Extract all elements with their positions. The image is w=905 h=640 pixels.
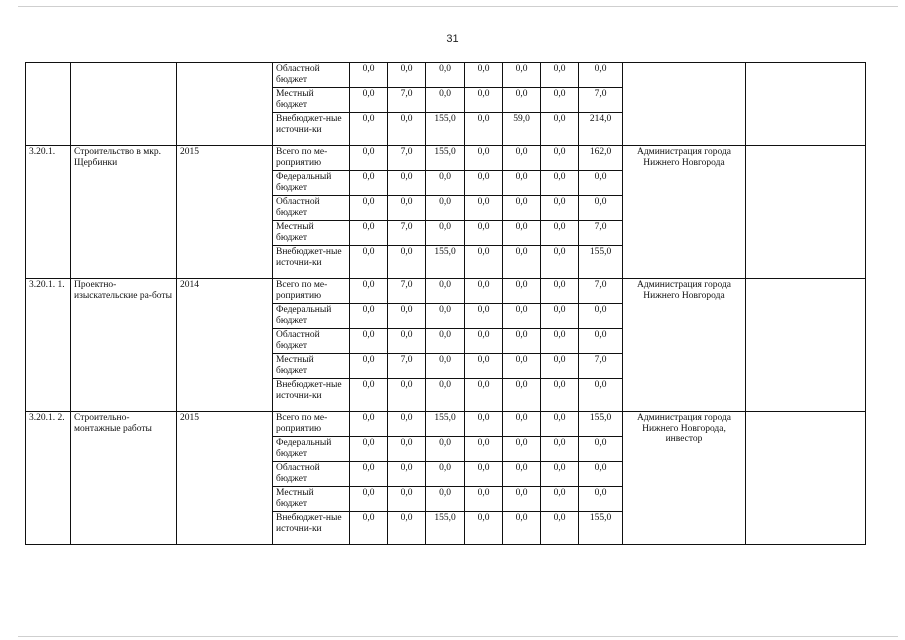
- value-cell: 0,0: [388, 512, 426, 545]
- value-cell: 0,0: [388, 487, 426, 512]
- empty-note-cell: [746, 146, 866, 279]
- value-cell: 0,0: [426, 354, 465, 379]
- value-cell: 0,0: [579, 462, 623, 487]
- value-cell: 0,0: [579, 329, 623, 354]
- value-cell: 0,0: [465, 146, 503, 171]
- value-cell: 0,0: [388, 329, 426, 354]
- value-cell: 0,0: [426, 437, 465, 462]
- value-cell: 0,0: [350, 88, 388, 113]
- value-cell: 0,0: [388, 113, 426, 146]
- value-cell: 7,0: [388, 354, 426, 379]
- value-cell: 0,0: [465, 279, 503, 304]
- value-cell: 0,0: [579, 487, 623, 512]
- value-cell: 0,0: [388, 246, 426, 279]
- item-code: 3.20.1.: [26, 146, 71, 279]
- empty-note-cell: [746, 63, 866, 146]
- executor: Администрация города Нижнего Новгорода: [623, 279, 746, 412]
- item-code: 3.20.1. 2.: [26, 412, 71, 545]
- item-name: Строительство в мкр. Щербинки: [71, 146, 177, 279]
- scan-edge-bottom: [18, 636, 898, 637]
- value-cell: 0,0: [465, 113, 503, 146]
- item-year: 2015: [177, 146, 273, 279]
- item-name: Проектно-изыскательские ра-боты: [71, 279, 177, 412]
- value-cell: 0,0: [579, 379, 623, 412]
- value-cell: 0,0: [465, 304, 503, 329]
- value-cell: 0,0: [426, 196, 465, 221]
- value-cell: 0,0: [503, 512, 541, 545]
- funding-source: Местный бюджет: [273, 354, 350, 379]
- empty-code-cell: [26, 63, 71, 146]
- value-cell: 0,0: [541, 279, 579, 304]
- empty-name-cell: [71, 63, 177, 146]
- item-code: 3.20.1. 1.: [26, 279, 71, 412]
- value-cell: 214,0: [579, 113, 623, 146]
- value-cell: 0,0: [541, 246, 579, 279]
- funding-source: Внебюджет-ные источни-ки: [273, 379, 350, 412]
- value-cell: 0,0: [503, 437, 541, 462]
- value-cell: 0,0: [388, 412, 426, 437]
- value-cell: 0,0: [579, 63, 623, 88]
- table-row: [26, 412, 866, 437]
- empty-executor-cell: [623, 63, 746, 146]
- value-cell: 0,0: [350, 63, 388, 88]
- executor: Администрация города Нижнего Новгорода, инвестор: [623, 412, 746, 545]
- funding-source: Внебюджет-ные источни-ки: [273, 113, 350, 146]
- value-cell: 0,0: [503, 329, 541, 354]
- value-cell: 0,0: [388, 379, 426, 412]
- value-cell: 0,0: [426, 329, 465, 354]
- value-cell: 0,0: [465, 512, 503, 545]
- value-cell: 7,0: [388, 146, 426, 171]
- value-cell: 0,0: [350, 171, 388, 196]
- funding-source: Всего по ме-роприятию: [273, 279, 350, 304]
- value-cell: 0,0: [426, 304, 465, 329]
- item-year: 2015: [177, 412, 273, 545]
- value-cell: 0,0: [350, 412, 388, 437]
- value-cell: 7,0: [579, 221, 623, 246]
- funding-source: Внебюджет-ные источни-ки: [273, 246, 350, 279]
- value-cell: 0,0: [541, 354, 579, 379]
- value-cell: 0,0: [426, 221, 465, 246]
- executor: Администрация города Нижнего Новгорода: [623, 146, 746, 279]
- funding-source: Местный бюджет: [273, 88, 350, 113]
- funding-source: Федеральный бюджет: [273, 171, 350, 196]
- value-cell: 0,0: [541, 221, 579, 246]
- value-cell: 0,0: [503, 412, 541, 437]
- table-row: [26, 146, 866, 171]
- value-cell: 0,0: [503, 88, 541, 113]
- value-cell: 0,0: [465, 171, 503, 196]
- funding-source: Федеральный бюджет: [273, 437, 350, 462]
- value-cell: 0,0: [465, 329, 503, 354]
- value-cell: 0,0: [541, 329, 579, 354]
- value-cell: 0,0: [350, 379, 388, 412]
- value-cell: 0,0: [541, 512, 579, 545]
- value-cell: 0,0: [503, 354, 541, 379]
- funding-source: Областной бюджет: [273, 63, 350, 88]
- value-cell: 7,0: [388, 88, 426, 113]
- value-cell: 7,0: [388, 221, 426, 246]
- table-row: [26, 63, 866, 88]
- value-cell: 155,0: [426, 246, 465, 279]
- value-cell: 0,0: [541, 412, 579, 437]
- item-name: Строительно-монтажные работы: [71, 412, 177, 545]
- funding-source: Местный бюджет: [273, 487, 350, 512]
- value-cell: 0,0: [350, 354, 388, 379]
- value-cell: 0,0: [579, 196, 623, 221]
- value-cell: 0,0: [541, 196, 579, 221]
- funding-source: Областной бюджет: [273, 196, 350, 221]
- value-cell: 0,0: [426, 171, 465, 196]
- value-cell: 0,0: [388, 437, 426, 462]
- funding-source: Областной бюджет: [273, 329, 350, 354]
- value-cell: 0,0: [426, 63, 465, 88]
- value-cell: 0,0: [426, 379, 465, 412]
- value-cell: 0,0: [541, 437, 579, 462]
- value-cell: 59,0: [503, 113, 541, 146]
- value-cell: 0,0: [541, 63, 579, 88]
- value-cell: 0,0: [503, 462, 541, 487]
- value-cell: 0,0: [388, 462, 426, 487]
- value-cell: 0,0: [350, 512, 388, 545]
- value-cell: 0,0: [465, 412, 503, 437]
- value-cell: 0,0: [541, 88, 579, 113]
- value-cell: 0,0: [465, 88, 503, 113]
- value-cell: 0,0: [503, 304, 541, 329]
- funding-source: Местный бюджет: [273, 221, 350, 246]
- empty-note-cell: [746, 279, 866, 412]
- value-cell: 0,0: [465, 354, 503, 379]
- value-cell: 0,0: [350, 304, 388, 329]
- value-cell: 155,0: [426, 512, 465, 545]
- value-cell: 0,0: [350, 437, 388, 462]
- value-cell: 0,0: [503, 379, 541, 412]
- value-cell: 0,0: [579, 171, 623, 196]
- page-number: 31: [446, 33, 459, 45]
- item-year: 2014: [177, 279, 273, 412]
- value-cell: 7,0: [579, 88, 623, 113]
- value-cell: 7,0: [388, 279, 426, 304]
- value-cell: 0,0: [503, 146, 541, 171]
- value-cell: 0,0: [426, 88, 465, 113]
- value-cell: 0,0: [350, 146, 388, 171]
- value-cell: 0,0: [350, 196, 388, 221]
- value-cell: 0,0: [350, 113, 388, 146]
- value-cell: 0,0: [503, 171, 541, 196]
- value-cell: 0,0: [541, 379, 579, 412]
- scan-edge-top: [18, 6, 898, 7]
- table-row: [26, 279, 866, 304]
- value-cell: 0,0: [465, 221, 503, 246]
- value-cell: 0,0: [350, 329, 388, 354]
- value-cell: 0,0: [426, 487, 465, 512]
- value-cell: 0,0: [465, 246, 503, 279]
- value-cell: 0,0: [503, 196, 541, 221]
- funding-source: Всего по ме-роприятию: [273, 412, 350, 437]
- value-cell: 0,0: [541, 304, 579, 329]
- value-cell: 155,0: [426, 146, 465, 171]
- value-cell: 155,0: [579, 246, 623, 279]
- value-cell: 0,0: [350, 279, 388, 304]
- value-cell: 7,0: [579, 279, 623, 304]
- value-cell: 155,0: [579, 512, 623, 545]
- value-cell: 0,0: [465, 63, 503, 88]
- value-cell: 0,0: [465, 379, 503, 412]
- value-cell: 0,0: [579, 437, 623, 462]
- budget-table: [25, 62, 866, 545]
- value-cell: 0,0: [465, 196, 503, 221]
- funding-source: Федеральный бюджет: [273, 304, 350, 329]
- value-cell: 0,0: [426, 279, 465, 304]
- value-cell: 0,0: [350, 246, 388, 279]
- value-cell: 0,0: [541, 171, 579, 196]
- funding-source: Всего по ме-роприятию: [273, 146, 350, 171]
- empty-year-cell: [177, 63, 273, 146]
- funding-source: Областной бюджет: [273, 462, 350, 487]
- value-cell: 155,0: [426, 412, 465, 437]
- value-cell: 155,0: [579, 412, 623, 437]
- value-cell: 0,0: [541, 462, 579, 487]
- value-cell: 0,0: [426, 462, 465, 487]
- value-cell: 0,0: [350, 221, 388, 246]
- value-cell: 0,0: [388, 196, 426, 221]
- value-cell: 0,0: [388, 304, 426, 329]
- value-cell: 155,0: [426, 113, 465, 146]
- value-cell: 0,0: [503, 246, 541, 279]
- value-cell: 7,0: [579, 354, 623, 379]
- value-cell: 0,0: [465, 437, 503, 462]
- empty-note-cell: [746, 412, 866, 545]
- value-cell: 0,0: [579, 304, 623, 329]
- value-cell: 0,0: [350, 462, 388, 487]
- value-cell: 0,0: [465, 487, 503, 512]
- value-cell: 0,0: [541, 146, 579, 171]
- value-cell: 0,0: [503, 221, 541, 246]
- value-cell: 0,0: [503, 487, 541, 512]
- value-cell: 0,0: [388, 171, 426, 196]
- value-cell: 0,0: [503, 279, 541, 304]
- value-cell: 162,0: [579, 146, 623, 171]
- value-cell: 0,0: [541, 487, 579, 512]
- value-cell: 0,0: [465, 462, 503, 487]
- value-cell: 0,0: [350, 487, 388, 512]
- value-cell: 0,0: [541, 113, 579, 146]
- funding-source: Внебюджет-ные источни-ки: [273, 512, 350, 545]
- value-cell: 0,0: [388, 63, 426, 88]
- value-cell: 0,0: [503, 63, 541, 88]
